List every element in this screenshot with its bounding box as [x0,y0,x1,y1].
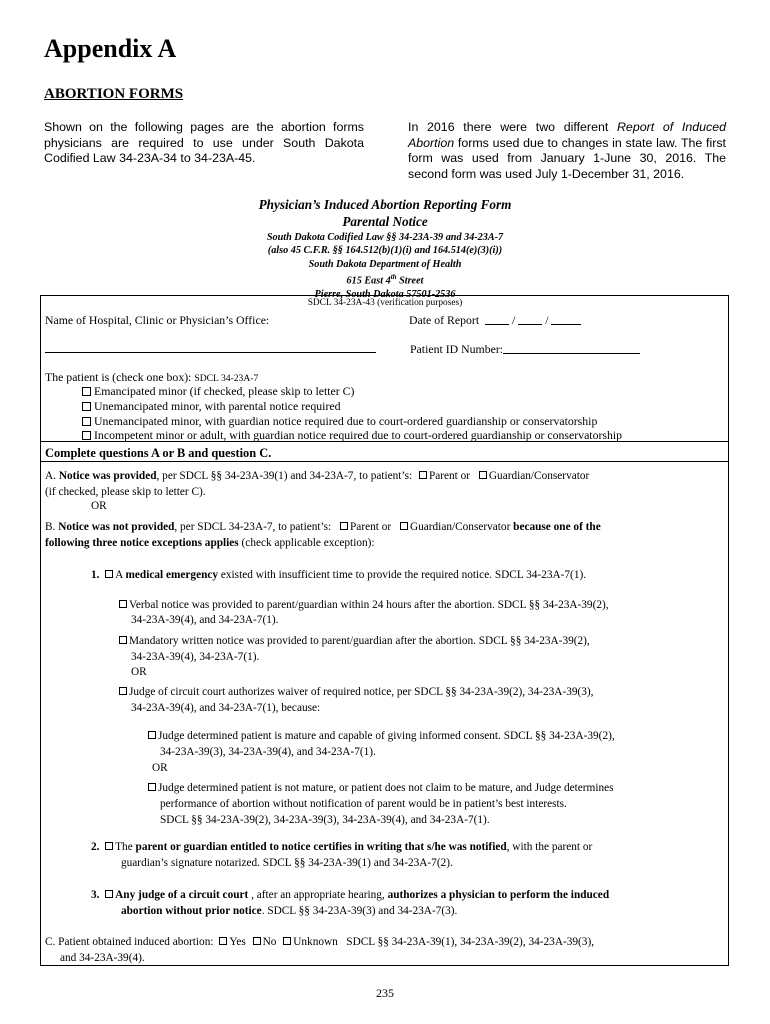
exception-2: 2. The parent or guardian entitled to notice certifies in writing that s/he was notified, with the parent or [91,841,593,853]
patient-status-option[interactable]: Emancipated minor (if checked, please skip to letter C) [82,384,354,399]
date-of-report-label: Date of Report [409,313,480,327]
complete-questions-header: Complete questions A or B and question C. [45,446,272,460]
patient-status-label: The patient is (check one box): SDCL 34-23A-7 [45,370,259,384]
patient-status-option[interactable]: Unemancipated minor, with guardian notice required due to court-ordered guardianship or conservatorship [82,414,597,429]
question-a: A. Notice was provided, per SDCL §§ 34-23A-39(1) and 34-23A-7, to patient’s: Parent or Guardian/Conservator [45,470,590,482]
form-law: South Dakota Codified Law §§ 34-23A-39 and 34-23A-7 [266,232,504,243]
question-c-line2: and 34-23A-39(4). [60,952,145,964]
guardian-checkbox[interactable] [479,471,487,479]
question-b-line2: following three notice exceptions applies (check applicable exception): [45,537,375,549]
written-notice-option: Mandatory written notice was provided to parent/guardian after the abortion. SDCL §§ 34-23A-39(2), [119,635,590,647]
intro-left-paragraph: Shown on the following pages are the abortion forms physicians are required to use under South Dakota Codified Law 34-23A-34 to 34-23A-45. [44,120,364,166]
section-title: ABORTION FORMS [44,86,184,102]
question-b: B. Notice was not provided, per SDCL 34-23A-7, to patient’s: Parent or Guardian/Conservator because one of the [45,521,601,533]
page-number: 235 [376,986,394,1000]
checkbox[interactable] [82,431,91,440]
verbal-notice-checkbox[interactable] [119,600,127,608]
date-day-blank[interactable] [518,314,542,325]
exception-3-line2: abortion without prior notice. SDCL §§ 34-23A-39(3) and 34-23A-7(3). [121,905,458,917]
hospital-name-label: Name of Hospital, Clinic or Physician’s Office: [45,313,270,327]
verbal-notice-option: Verbal notice was provided to parent/guardian within 24 hours after the abortion. SDCL §§ 34-23A-39(2), [119,599,609,611]
no-checkbox[interactable] [253,937,261,945]
judge-not-mature-option: Judge determined patient is not mature, or patient does not claim to be mature, and Judge determines [148,782,614,794]
patient-id-field[interactable] [410,342,640,357]
judge-waiver-checkbox[interactable] [119,687,127,695]
section-divider [40,461,729,462]
judge-authorizes-checkbox[interactable] [105,890,113,898]
form-street: 615 East 4th Street [346,273,424,287]
question-c: C. Patient obtained induced abortion: Yes No Unknown SDCL §§ 34-23A-39(1), 34-23A-39(2), 34-23A-39(3), [45,936,595,948]
appendix-title: Appendix A [44,34,177,63]
sdcl-verification: SDCL 34-23A-43 (verification purposes) [307,298,463,308]
or-separator: OR [152,762,168,774]
date-month-blank[interactable] [485,314,509,325]
or-separator: OR [131,666,147,678]
form-header-details [0,231,770,301]
exception-2-line2: guardian’s signature notarized. SDCL §§ 34-23A-39(1) and 34-23A-7(2). [121,857,453,869]
written-notice-checkbox[interactable] [119,636,127,644]
judge-waiver-option-line2: 34-23A-39(4), and 34-23A-7(1), because: [131,702,321,714]
judge-not-mature-option-line2: performance of abortion without notification of parent would be in patient’s best interests. [160,798,567,810]
form-title: Physician’s Induced Abortion Reporting Form [258,197,512,212]
written-notice-option-line2: 34-23A-39(4), 34-23A-7(1). [131,651,260,663]
judge-mature-option: Judge determined patient is mature and capable of giving informed consent. SDCL §§ 34-23A-39(2), [148,730,615,742]
checkbox[interactable] [82,402,91,411]
verbal-notice-option-line2: 34-23A-39(4), and 34-23A-7(1). [131,614,279,626]
patient-status-option[interactable]: Incompetent minor or adult, with guardian notice required due to court-ordered guardianship or conservatorship [82,428,622,443]
exception-3: 3. Any judge of a circuit court , after an appropriate hearing, authorizes a physician to perform the induced [91,889,610,901]
parent-checkbox[interactable] [340,522,348,530]
guardian-checkbox[interactable] [400,522,408,530]
exception-1: 1. A medical emergency existed with insufficient time to provide the required notice. SDCL 34-23A-7(1). [91,569,587,581]
patient-id-blank[interactable] [503,343,640,354]
date-year-blank[interactable] [551,314,581,325]
intro-right-paragraph: In 2016 there were two different Report of Induced Abortion forms used due to changes in state law. The first form was used from January 1-June 30, 2016. The second form was used July 1-December 31, 2016. [408,120,726,181]
form-subtitle: Parental Notice [342,214,428,229]
form-city: Pierre, South Dakota 57501-2536 [314,289,456,301]
hospital-name-blank[interactable] [45,352,376,353]
checkbox[interactable] [82,417,91,426]
judge-waiver-option: Judge of circuit court authorizes waiver of required notice, per SDCL §§ 34-23A-39(2), 34-23A-39(3), [119,686,594,698]
question-a-note: (if checked, please skip to letter C). [45,486,206,498]
judge-mature-option-line2: 34-23A-39(3), 34-23A-39(4), and 34-23A-7(1). [160,746,376,758]
patient-status-option[interactable]: Unemancipated minor, with parental notice required [82,399,341,414]
judge-not-mature-checkbox[interactable] [148,783,156,791]
form-dept: South Dakota Department of Health [308,258,462,270]
checkbox[interactable] [82,387,91,396]
judge-not-mature-option-line3: SDCL §§ 34-23A-39(2), 34-23A-39(3), 34-23A-39(4), and 34-23A-7(1). [160,814,490,826]
or-separator: OR [91,500,107,512]
unknown-checkbox[interactable] [283,937,291,945]
form-cfr: (also 45 C.F.R. §§ 164.512(b)(1)(i) and 164.514(e)(3)(i)) [267,245,503,257]
parent-checkbox[interactable] [419,471,427,479]
judge-mature-checkbox[interactable] [148,731,156,739]
patient-id-label: Patient ID Number: [410,342,504,356]
parent-certifies-checkbox[interactable] [105,842,113,850]
yes-checkbox[interactable] [219,937,227,945]
medical-emergency-checkbox[interactable] [105,570,113,578]
date-of-report-field[interactable]: Date of Report / / [409,313,581,328]
